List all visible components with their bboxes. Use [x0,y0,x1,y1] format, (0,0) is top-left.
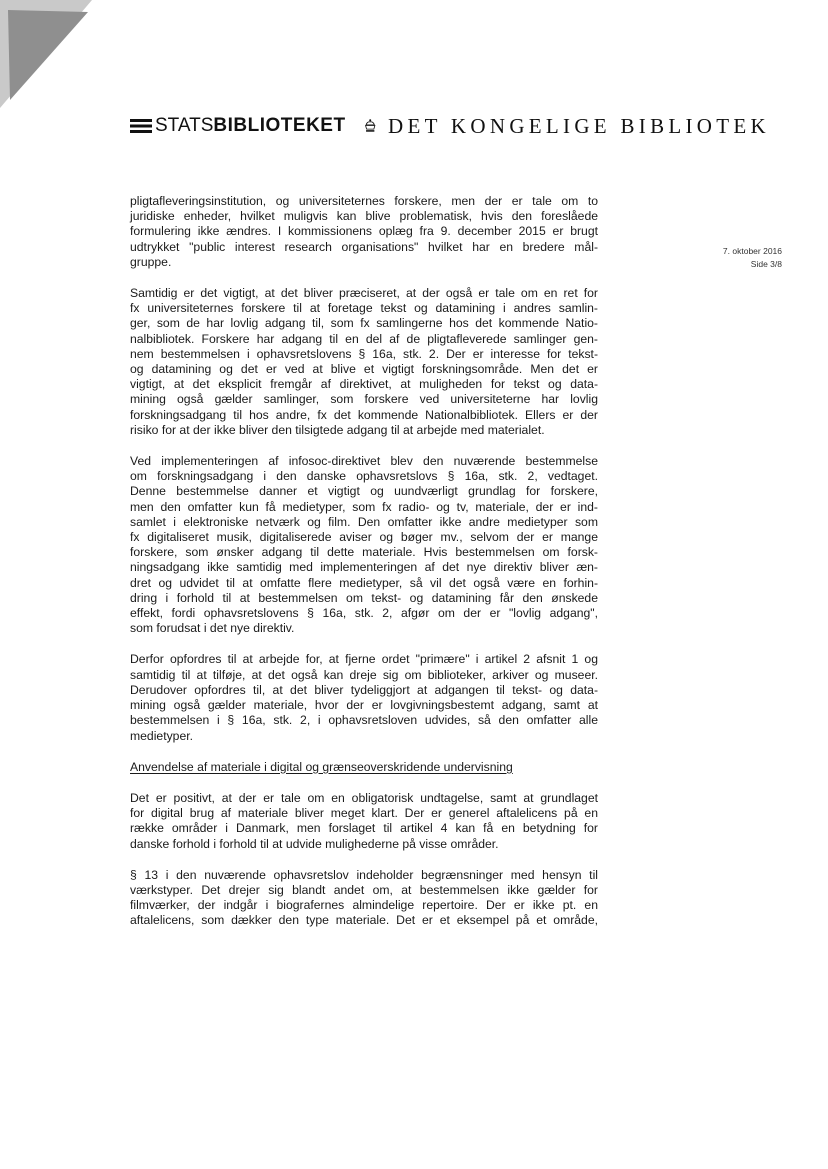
text-line: forskere, som ønsker adgang til dette materiale. Hvis bestemmelsen om forsk- [130,545,598,560]
text-line: pligtafleveringsinstitution, og universiteternes forskere, men der er tale om to [130,194,598,208]
page-number: Side 3/8 [750,259,782,269]
text-line: Derfor opfordres til at arbejde for, at fjerne ordet "primære" i artikel 2 afsnit 1 og [130,652,598,667]
text-line: fx digitaliseret musik, digitaliserede aviser og bøger mv., selvom der er mange [130,530,598,545]
text-line: bestemmelsen i § 16a, stk. 2, i ophavsretsloven udvides, så den omfatter alle [130,713,598,728]
text-line: dring i forhold til at bestemmelsen om tekst- og datamining får den ønskede [130,590,598,605]
text-line: gruppe. [130,254,172,269]
letterhead [130,110,770,142]
text-line: værkstyper. Det drejer sig blandt andet om, at bestemmelsen ikke gælder for [130,882,598,897]
page-corner-fold [0,0,92,108]
text-line: dret og udvidet til at omfatte flere medietyper, så vil det også være en forhin- [130,575,598,590]
paragraph [130,454,598,636]
text-line: formulering ikke ændres. I kommissionens oplæg fra 9. december 2015 er brugt [130,224,598,239]
text-line: vigtigt, at det eksplicit fremgår af direktivet, at muligheden for tekst og data- [130,377,598,392]
text-line: samtidig til at tilføje, at det også kan dreje sig om biblioteker, arkiver og museer. [130,667,598,682]
text-line: Det er positivt, at der er tale om en obligatorisk undtagelse, samt at grundlaget [130,790,598,805]
text-line: medietyper. [130,728,194,743]
statsbiblioteket-bars-icon [130,119,152,133]
text-line: risiko for at der ikke bliver den tilsigtede adgang til at arbejde med materialet. [130,422,545,437]
paragraph [130,286,598,438]
statsbiblioteket-name-light: STATS [155,115,214,136]
text-line: for digital brug af materiale bliver meget klart. Der er generel aftalelicens på en [130,806,598,821]
paragraph [130,791,598,852]
text-line: men den omfatter kun få medietyper, som fx radio- og tv, materiale, der er ind- [130,499,598,514]
paragraph [130,194,598,270]
crown-icon [364,112,376,140]
statsbiblioteket-name-bold: BIBLIOTEKET [213,115,346,136]
text-line: danske forhold i forhold til at udvide mulighederne på visse områder. [130,836,499,851]
text-line: Derudover opfordres til, at det bliver tydeliggjort at adgangen til tekst- og data- [130,682,598,697]
text-line: om forskningsadgang i den danske ophavsretslovs § 16a, stk. 2, vedtaget. [130,469,598,484]
text-line: fx universiteternes forskere til at foretage tekst og datamining i andres samlin- [130,301,598,316]
text-line: Denne bestemmelse danner et vigtigt og uundværligt grundlag for forskere, [130,484,598,499]
document-date: 7. oktober 2016 [722,246,782,256]
text-line: effekt, fordi ophavsretslovens § 16a, stk. 2, afgør om der er "lovlig adgang", [130,606,598,621]
section-heading: Anvendelse af materiale i digital og grænseoverskridende undervisning [130,759,513,774]
text-line: Ved implementeringen af infosoc-direktivet blev den nuværende bestemmelse [130,454,598,469]
paragraph [130,868,598,929]
text-line: mining også gælder samlinger, som forskere ved universiteterne har lovlig [130,392,598,407]
statsbiblioteket-logo [130,115,346,137]
document-body [130,194,598,945]
text-line: som forudsat i det nye direktiv. [130,621,295,636]
paragraph [130,652,598,743]
document-meta [700,245,782,271]
text-line: mining også gælder materiale, hvor der er lovgivningsbestemt adgang, samt at [130,698,598,713]
text-line: nalbibliotek. Forskere har adgang til en del af de pligtafleverede samlinger gen- [130,331,598,346]
text-line: § 13 i den nuværende ophavsretslov indeholder begrænsninger med hensyn til [130,867,598,882]
text-line: Samtidig er det vigtigt, at det bliver præciseret, at der også er tale om en ret for [130,286,598,301]
text-line: filmværker, der indgår i biografernes almindelige repertoire. Der er ikke pt. en [130,898,598,913]
text-line: ger, som de har lovlig adgang til, som fx samlingerne hos det kommende Natio- [130,316,598,331]
text-line: ningsadgang ikke samtidig med implementeringen af det nye direktiv bliver æn- [130,560,598,575]
text-line: samlet i elektroniske netværk og film. Den omfatter ikke andre medietyper som [130,514,598,529]
kongelige-bibliotek-name: DET KONGELIGE BIBLIOTEK [388,113,770,138]
text-line: række områder i Danmark, men forslaget til artikel 4 kan få en betydning for [130,821,598,836]
text-line: juridiske enheder, hvilket muligvis kan blive problematisk, hvis den foreslåede [130,209,598,224]
text-line: udtrykket "public interest research organisations" hvilket har en bredere mål- [130,239,598,254]
text-line: aftalelicens, som dækker den type materiale. Det er et eksempel på et område, [130,913,598,928]
text-line: forskningsadgang til hos andre, fx det kommende Nationalbibliotek. Ellers er der [130,407,598,422]
text-line: nem bestemmelsen i ophavsretslovens § 16a, stk. 2. Der er interesse for tekst- [130,346,598,361]
text-line: og datamining og det er ved at blive et vigtigt forskningsområde. Men det er [130,362,598,377]
